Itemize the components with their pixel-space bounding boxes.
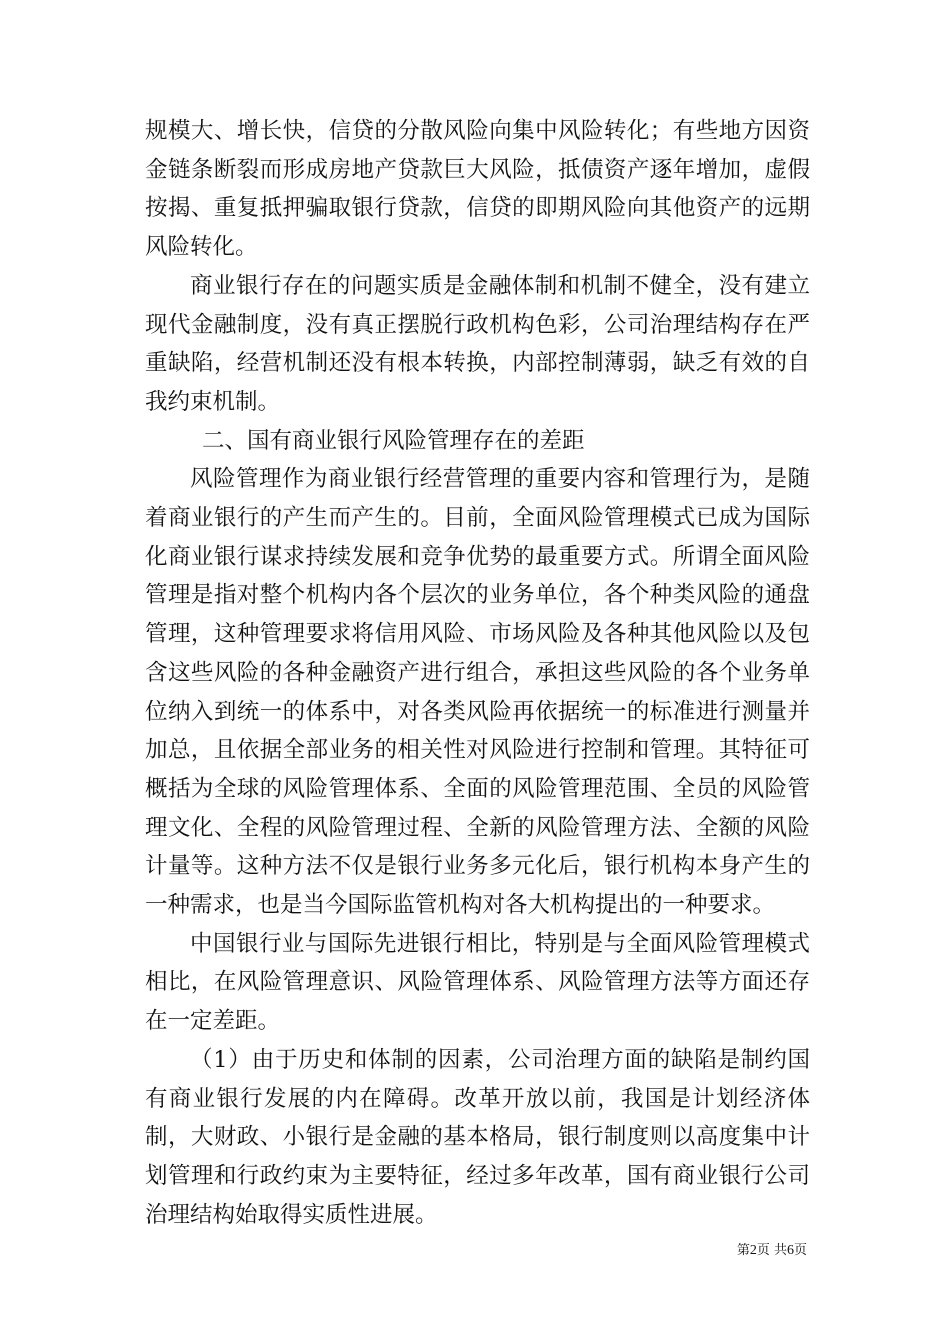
total-page-number: 6 bbox=[786, 1243, 794, 1258]
footer-prefix: 第 bbox=[736, 1243, 750, 1258]
current-page-number: 2 bbox=[749, 1243, 757, 1258]
section-heading: 二、国有商业银行风险管理存在的差距 bbox=[202, 427, 585, 454]
footer-middle: 页 共 bbox=[756, 1243, 787, 1258]
paragraph-3: 风险管理作为商业银行经营管理的重要内容和管理行为，是随着商业银行的产生而产生的。目前，全面风险管理模式已成为国际化商业银行谋求持续发展和竞争优势的最重要方式。所谓全面风险管理是指对整个机构内各个层次的业务单位，各个种类风险的通盘管理，这种管理要求将信用风险、市场风险及各种其他风险以及包含这些风险的各种金融资产进行组合，承担这些风险的各个业务单位纳入到统一的体系中，对各类风险再依据统一的标准进行测量并加总，且依据全部业务的相关性对风险进行控制和管理。其特征可概括为全球的风险管理体系、全面的风险管理范围、全员的风险管理文化、全程的风险管理过程、全新的风险管理方法、全额的风险计量等。这种方法不仅是银行业务多元化后，银行机构本身产生的一种需求，也是当今国际监管机构对各大机构提出的一种要求。 bbox=[145, 466, 810, 919]
page-number-footer bbox=[737, 1243, 807, 1259]
paragraph-5: （1）由于历史和体制的因素，公司治理方面的缺陷是制约国有商业银行发展的内在障碍。改革开放以前，我国是计划经济体制，大财政、小银行是金融的基本格局，银行制度则以高度集中计划管理和行政约束为主要特征，经过多年改革，国有商业银行公司治理结构始取得实质性进展。 bbox=[145, 1046, 810, 1228]
document-body bbox=[145, 112, 810, 1234]
paragraph-2: 商业银行存在的问题实质是金融体制和机制不健全，没有建立现代金融制度，没有真正摆脱行政机构色彩，公司治理结构存在严重缺陷，经营机制还没有根本转换，内部控制薄弱，缺乏有效的自我约束机制。 bbox=[145, 272, 810, 415]
paragraph-4: 中国银行业与国际先进银行相比，特别是与全面风险管理模式相比，在风险管理意识、风险管理体系、风险管理方法等方面还存在一定差距。 bbox=[145, 930, 810, 1035]
footer-suffix: 页 bbox=[793, 1243, 807, 1258]
paragraph-1: 规模大、增长快，信贷的分散风险向集中风险转化；有些地方因资金链条断裂而形成房地产贷款巨大风险，抵债资产逐年增加，虚假按揭、重复抵押骗取银行贷款，信贷的即期风险向其他资产的远期风险转化。 bbox=[145, 118, 810, 261]
